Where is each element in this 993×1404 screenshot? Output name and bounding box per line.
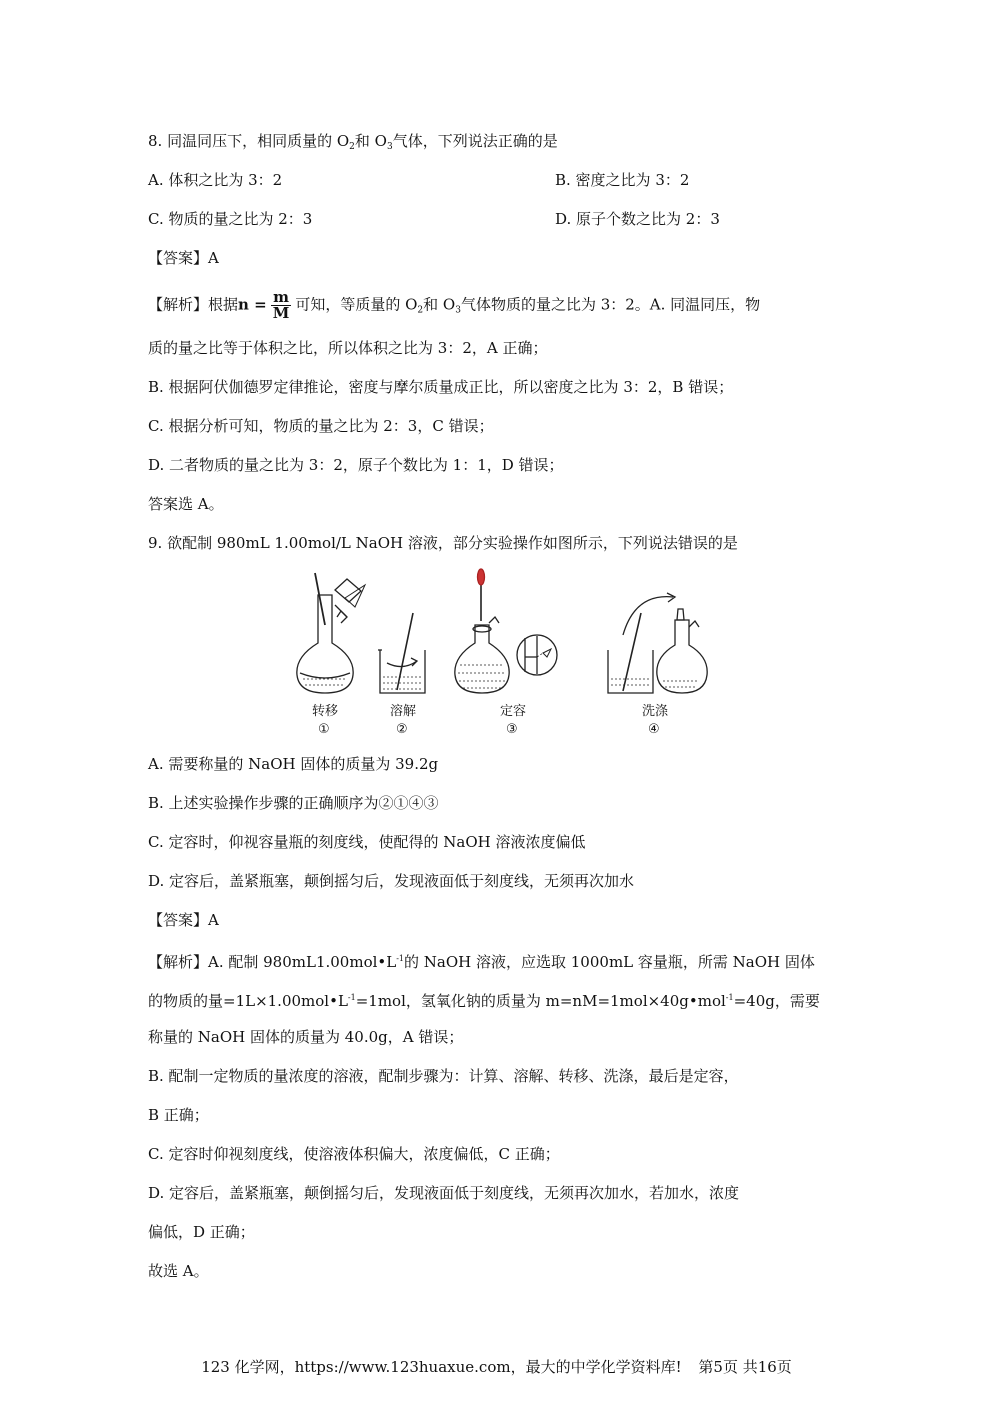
q8-explanation-line2: 质的量之比等于体积之比，所以体积之比为 3：2，A 正确； bbox=[148, 339, 548, 357]
formula-fraction: $\frac{m}{M}$ bbox=[272, 288, 290, 322]
q9-explanation-a2: 的物质的量$=1L\times 1.00mol•L^{-1}=1mol$，氢氧化钠的质量为 m=nM=1mol×40g•mol$^{-1}$=40g，需要 bbox=[148, 992, 820, 1010]
lab-procedure-figure bbox=[285, 565, 715, 740]
step-4-label: 洗涤 bbox=[642, 704, 669, 719]
step-2-number: ② bbox=[396, 722, 408, 737]
q9-option-d: D. 定容后，盖紧瓶塞，颠倒摇匀后，发现液面低于刻度线，无须再次加水 bbox=[148, 872, 635, 890]
step-1-label: 转移 bbox=[312, 704, 339, 719]
q8-option-c: C. 物质的量之比为 2：3 bbox=[148, 210, 313, 228]
step-4-number: ④ bbox=[648, 722, 660, 737]
q9-explanation-b2: B 正确； bbox=[148, 1106, 209, 1124]
q8-answer: 【答案】A bbox=[148, 249, 219, 267]
step-3-number: ③ bbox=[506, 722, 518, 737]
q8-explanation-c: C. 根据分析可知，物质的量之比为 2：3，C 错误； bbox=[148, 417, 494, 435]
q9-explanation-a3: 称量的 NaOH 固体的质量为 40.0g，A 错误； bbox=[148, 1028, 464, 1046]
q9-explanation-d1: D. 定容后，盖紧瓶塞，颠倒摇匀后，发现液面低于刻度线，无须再次加水，若加水，浓度 bbox=[148, 1184, 740, 1202]
q9-answer: 【答案】A bbox=[148, 911, 219, 929]
transfer-illustration bbox=[297, 573, 365, 693]
q9-explanation-b1: B. 配制一定物质的量浓度的溶液，配制步骤为：计算、溶解、转移、洗涤，最后是定容， bbox=[148, 1067, 739, 1085]
q8-final-answer: 答案选 A。 bbox=[148, 495, 224, 513]
step-3-label: 定容 bbox=[500, 704, 527, 719]
q8-explanation-d: D. 二者物质的量之比为 3：2，原子个数比为 1：1，D 错误； bbox=[148, 456, 564, 474]
q9-stem: 9. 欲配制 980mL 1.00mol/L NaOH 溶液，部分实验操作如图所示，下列说法错误的是 bbox=[148, 534, 738, 552]
q9-explanation-d2: 偏低，D 正确； bbox=[148, 1223, 255, 1241]
q9-explanation-c: C. 定容时仰视刻度线，使溶液体积偏大，浓度偏低，C 正确； bbox=[148, 1145, 560, 1163]
make-to-volume-illustration bbox=[455, 569, 557, 693]
q8-option-d: D. 原子个数之比为 2：3 bbox=[555, 210, 720, 228]
step-2-label: 溶解 bbox=[390, 704, 417, 719]
wash-illustration bbox=[608, 593, 707, 693]
footer-page-number: 第5页 共16页 bbox=[698, 1358, 792, 1376]
footer-site-text: 123 化学网，https://www.123huaxue.com，最大的中学化学资料库! bbox=[201, 1358, 682, 1376]
q9-final-answer: 故选 A。 bbox=[148, 1262, 209, 1280]
q9-option-a: A. 需要称量的 NaOH 固体的质量为 39.2g bbox=[148, 755, 439, 773]
q8-explanation-line1: 【解析】根据n = $\frac{m}{M}$ 可知，等质量的 $O_2$和 $O_3$气体物质的量之比为 3：2。A. 同温同压，物 bbox=[148, 288, 761, 322]
q8-stem: 8. 同温同压下，相同质量的 $O_2$和 $O_3$气体，下列说法正确的是 bbox=[148, 132, 558, 152]
page-footer bbox=[0, 1356, 993, 1377]
q9-option-b: B. 上述实验操作步骤的正确顺序为②①④③ bbox=[148, 794, 439, 812]
q8-explanation-b: B. 根据阿伏伽德罗定律推论，密度与摩尔质量成正比，所以密度之比为 3：2，B 错误； bbox=[148, 378, 734, 396]
q8-option-a: A. 体积之比为 3：2 bbox=[148, 171, 283, 189]
dissolve-illustration bbox=[378, 613, 425, 693]
q8-option-b: B. 密度之比为 3：2 bbox=[555, 171, 690, 189]
q9-explanation-a1: 【解析】A. 配制 $980mL1.00mol•L^{-1}$的 NaOH 溶液，应选取 1000mL 容量瓶，所需 NaOH 固体 bbox=[148, 953, 815, 971]
step-1-number: ① bbox=[318, 722, 330, 737]
q9-option-c: C. 定容时，仰视容量瓶的刻度线，使配得的 NaOH 溶液浓度偏低 bbox=[148, 833, 586, 851]
